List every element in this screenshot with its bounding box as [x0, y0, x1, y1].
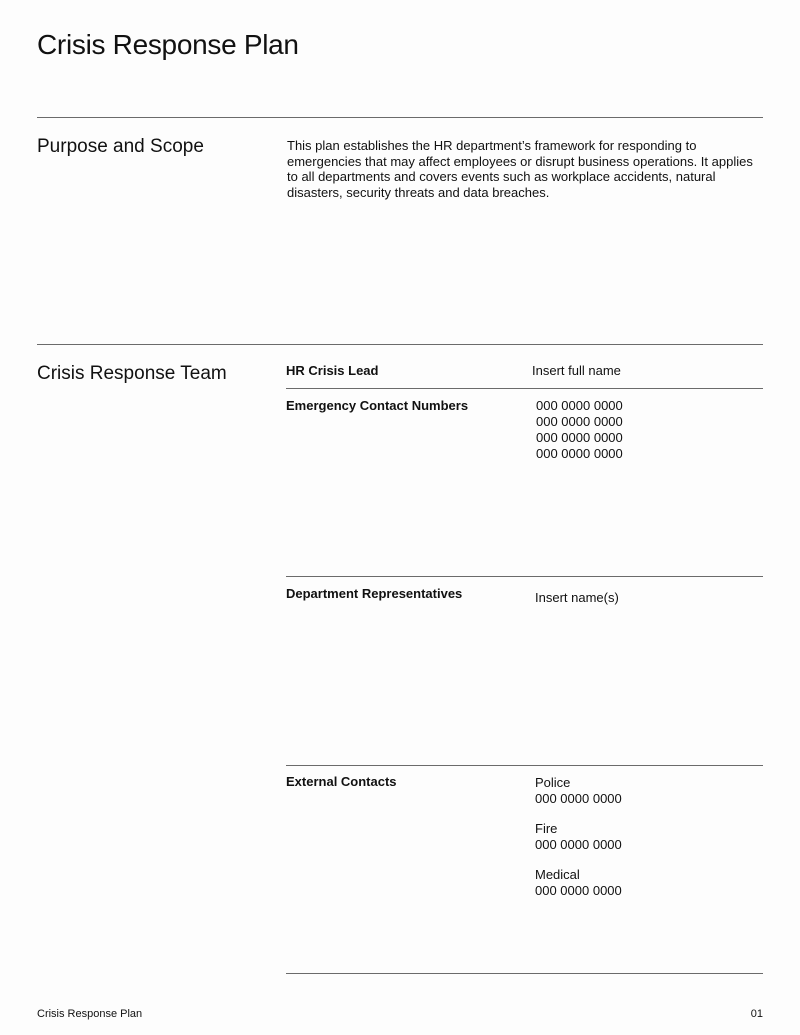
divider	[37, 344, 763, 345]
contact-number: 000 0000 0000	[535, 883, 622, 898]
hr-lead-value: Insert full name	[532, 363, 621, 378]
external-contacts	[535, 775, 622, 913]
contact-medical	[535, 867, 622, 899]
phone-number: 000 0000 0000	[536, 446, 623, 461]
contact-number: 000 0000 0000	[535, 837, 622, 852]
phone-number: 000 0000 0000	[536, 430, 623, 445]
footer-title: Crisis Response Plan	[37, 1008, 143, 1020]
emergency-label: Emergency Contact Numbers	[286, 398, 469, 413]
hr-lead-label: HR Crisis Lead	[286, 363, 379, 378]
contact-name: Medical	[535, 867, 580, 882]
purpose-text: This plan establishes the HR department’s framework for responding to emergencies that may affect employees or disrupt business operations. It applies to all departments and covers events such as workplace accidents, natural disasters, security threats and data breaches.	[287, 138, 753, 200]
page-title: Crisis Response Plan	[37, 29, 299, 60]
contact-fire	[535, 821, 622, 853]
contact-name: Police	[535, 775, 571, 790]
purpose-heading: Purpose and Scope	[37, 136, 204, 157]
contact-name: Fire	[535, 821, 558, 836]
divider	[286, 576, 763, 577]
team-heading: Crisis Response Team	[37, 363, 227, 384]
divider	[37, 117, 763, 118]
contact-police	[535, 775, 622, 807]
emergency-numbers	[536, 398, 623, 462]
phone-number: 000 0000 0000	[536, 398, 623, 413]
divider	[286, 973, 763, 974]
phone-number: 000 0000 0000	[536, 414, 623, 429]
contact-number: 000 0000 0000	[535, 791, 622, 806]
page-number: 01	[750, 1008, 763, 1020]
dept-label: Department Representatives	[286, 586, 463, 601]
external-label: External Contacts	[286, 774, 397, 789]
divider	[286, 388, 763, 389]
divider	[286, 765, 763, 766]
dept-value: Insert name(s)	[535, 590, 619, 605]
